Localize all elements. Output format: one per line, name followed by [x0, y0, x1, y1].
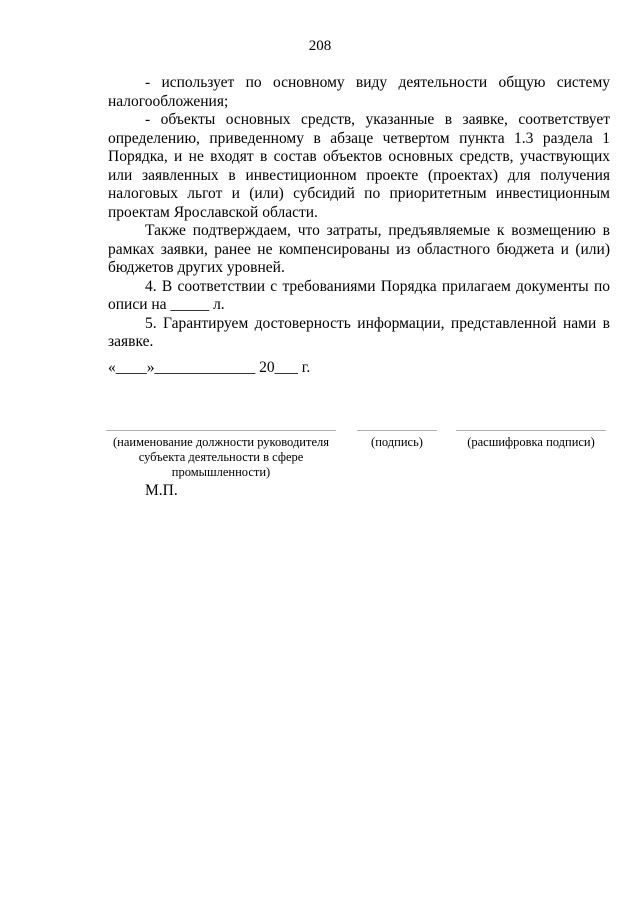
paragraph-guarantee: 5. Гарантируем достоверность информации, представленной нами в заявке. [108, 314, 610, 350]
paragraph-attached-documents: 4. В соответствии с требованиями Порядка прилагаем документы по описи на _____ л. [108, 277, 610, 313]
position-signature-field [106, 430, 336, 480]
signature-caption: (подпись) [371, 435, 423, 449]
stamp-label: М.П. [145, 482, 178, 499]
paragraph-costs-confirmation: Также подтверждаем, что затраты, предъявляемые к возмещению в рамках заявки, ранее не компенсированы из областного бюджета и (или) бюджетов других уровней. [108, 222, 610, 276]
position-blank-line [106, 430, 336, 431]
position-caption: (наименование должности руководителя субъекта деятельности в сфере промышленности) [113, 435, 329, 479]
page-number: 208 [308, 38, 332, 54]
decoding-field [456, 430, 606, 450]
document-body [108, 74, 610, 352]
decoding-caption: (расшифровка подписи) [467, 435, 595, 449]
paragraph-fixed-assets: - объекты основных средств, указанные в заявке, соответствует определению, приведенному в абзаце четвертом пункта 1.3 раздела 1 Порядка, и не входят в состав объектов основных средств, участвующих или заявленных в инвестиционном проекте (проектах) для получения налоговых льгот и (или) субсидий по приоритетным инвестиционным проектам Ярославской области. [108, 111, 610, 221]
signature-field [357, 430, 437, 450]
signature-blank-line [357, 430, 437, 431]
decoding-blank-line [456, 430, 606, 431]
paragraph-tax-system: - использует по основному виду деятельности общую систему налогообложения; [108, 74, 610, 110]
date-line: «____»_____________ 20___ г. [108, 359, 311, 376]
